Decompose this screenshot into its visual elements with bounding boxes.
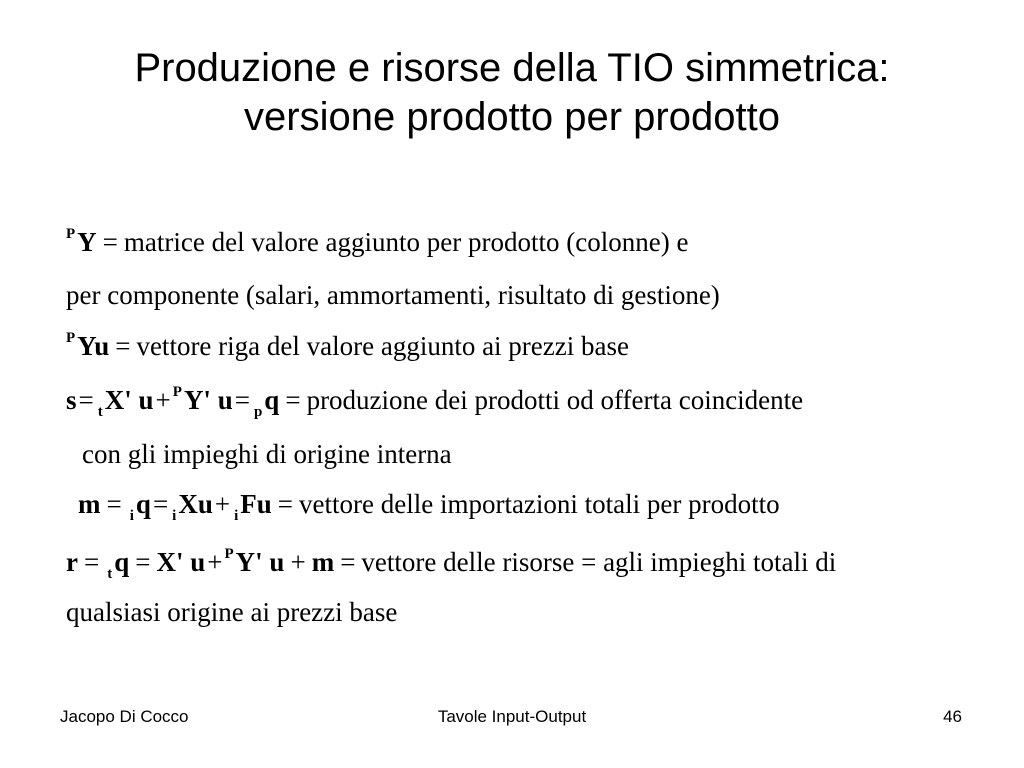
symbol-u: u: [269, 547, 285, 577]
equals-sign: =: [115, 331, 131, 361]
superscript-p: P: [66, 330, 76, 346]
symbol-u: u: [138, 385, 154, 415]
symbol-q: q: [135, 489, 151, 519]
equals-sign: =: [102, 227, 118, 257]
footer-course: Tavole Input-Output: [437, 707, 587, 726]
title-line-1: Produzione e risorse della TIO simmetrica:: [134, 46, 890, 90]
symbol-xu: Xu: [178, 489, 213, 519]
symbol-q: q: [114, 547, 130, 577]
formula-r: [66, 546, 837, 582]
formula-pyu: [66, 330, 629, 361]
footer-page-number: 46: [943, 707, 962, 726]
symbol-x-transposed: X': [156, 547, 184, 577]
symbol-q: q: [264, 385, 280, 415]
superscript-p: P: [224, 546, 234, 562]
subscript-i: i: [129, 508, 134, 524]
equals-sign: =: [78, 385, 94, 415]
equals-sign: =: [340, 547, 356, 577]
subscript-t: t: [97, 404, 103, 420]
equals-sign: =: [83, 547, 100, 577]
plus-sign: +: [290, 547, 306, 577]
formula-py-definition: matrice del valore aggiunto per prodotto (colonne) e: [123, 227, 689, 257]
subscript-t: t: [107, 566, 113, 582]
equals-sign: =: [135, 547, 151, 577]
formula-m-definition: vettore delle importazioni totali per prodotto: [299, 489, 780, 519]
equals-sign: =: [106, 489, 122, 519]
symbol-fu: Fu: [240, 489, 272, 519]
symbol-r: r: [66, 547, 78, 577]
symbol-y-transposed: Y': [235, 547, 263, 577]
footer-author: Jacopo Di Cocco: [60, 707, 189, 726]
subscript-p: p: [253, 404, 263, 420]
symbol-y-transposed: Y': [183, 385, 211, 415]
title-line-2: versione prodotto per prodotto: [244, 94, 780, 139]
slide-title: [0, 44, 1024, 142]
formula-py: [66, 226, 689, 257]
plus-sign: +: [155, 385, 171, 415]
symbol-u: u: [190, 547, 206, 577]
formula-m: [78, 489, 780, 524]
formula-s-definition: produzione dei prodotti od offerta coincidente: [306, 385, 804, 415]
formula-r-definition: vettore delle risorse = agli impieghi totali di: [361, 547, 837, 577]
plus-sign: +: [214, 489, 231, 519]
equals-sign: =: [234, 385, 250, 415]
subscript-i: i: [234, 508, 239, 524]
formula-s-continuation: con gli impieghi di origine interna: [82, 439, 452, 469]
symbol-yu: Yu: [77, 331, 110, 361]
symbol-m: m: [311, 547, 335, 577]
symbol-m: m: [78, 489, 101, 519]
symbol-y: Y: [77, 227, 97, 257]
formula-s: [66, 384, 804, 420]
symbol-x-transposed: X': [104, 385, 132, 415]
formula-py-continuation: per componente (salari, ammortamenti, risultato di gestione): [66, 280, 720, 310]
superscript-p: P: [66, 226, 76, 242]
equals-sign: =: [277, 489, 294, 519]
formula-r-continuation: qualsiasi origine ai prezzi base: [66, 597, 398, 627]
equals-sign: =: [285, 385, 301, 415]
equals-sign: =: [152, 489, 169, 519]
symbol-u: u: [217, 385, 233, 415]
subscript-i: i: [172, 508, 177, 524]
formula-pyu-definition: vettore riga del valore aggiunto ai prezzi base: [136, 331, 629, 361]
plus-sign: +: [207, 547, 223, 577]
superscript-p: P: [172, 384, 182, 400]
symbol-s: s: [66, 385, 77, 415]
